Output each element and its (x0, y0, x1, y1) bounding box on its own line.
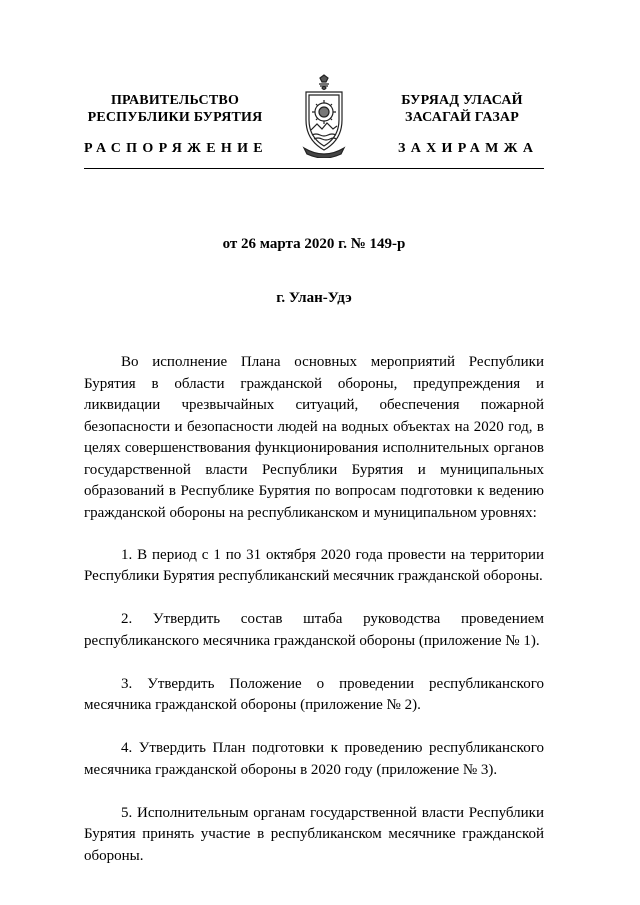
government-title-line2: РЕСПУБЛИКИ БУРЯТИЯ (87, 110, 263, 125)
government-title-line1: ПРАВИТЕЛЬСТВО (110, 93, 240, 108)
paragraph-4: 4. Утвердить План подготовки к проведению республиканского месячника гражданской обороны в 2020 году (приложение № 3). (84, 740, 544, 778)
doc-type-russian: РАСПОРЯЖЕНИЕ (84, 141, 268, 156)
coat-of-arms-buryatia-icon (298, 74, 350, 158)
city-line: г. Улан-Удэ (276, 290, 352, 306)
document-body (84, 352, 544, 889)
paragraph-preamble: Во исполнение Плана основных мероприятий Республики Бурятия в области гражданской обороны, предупреждения и ликвидации чрезвычайных ситуаций, обеспечения пожарной безопасности и безопасности людей на водных объектах на 2020 год, в целях совершенствования функционирования исполнительных органов государственной власти Республики Бурятия и муниципальных образований в Республике Бурятия по вопросам подготовки к ведению гражданской обороны на республиканском и муниципальном уровнях: (84, 354, 544, 521)
paragraph-1: 1. В период с 1 по 31 октября 2020 года провести на территории Республики Бурятия республиканский месячник гражданской обороны. (84, 546, 544, 584)
paragraph-2: 2. Утвердить состав штаба руководства проведением республиканского месячника гражданской обороны (приложение № 1). (84, 611, 544, 649)
paragraph-3: 3. Утвердить Положение о проведении республиканского месячника гражданской обороны (приложение № 2). (84, 675, 544, 713)
paragraph-5: 5. Исполнительным органам государственной власти Республики Бурятия принять участие в республиканском месячнике гражданской обороны. (84, 804, 544, 864)
buryat-title-line1: БУРЯАД УЛАСАЙ (401, 93, 523, 108)
buryat-title-line2: ЗАСАГАЙ ГАЗАР (404, 110, 519, 125)
header-left-block (82, 92, 268, 126)
date-number-line: от 26 марта 2020 г. № 149-р (222, 236, 406, 252)
header-divider (84, 168, 544, 169)
doc-type-buryat: ЗАХИРАМЖА (398, 141, 539, 156)
header-right-block (384, 92, 540, 126)
